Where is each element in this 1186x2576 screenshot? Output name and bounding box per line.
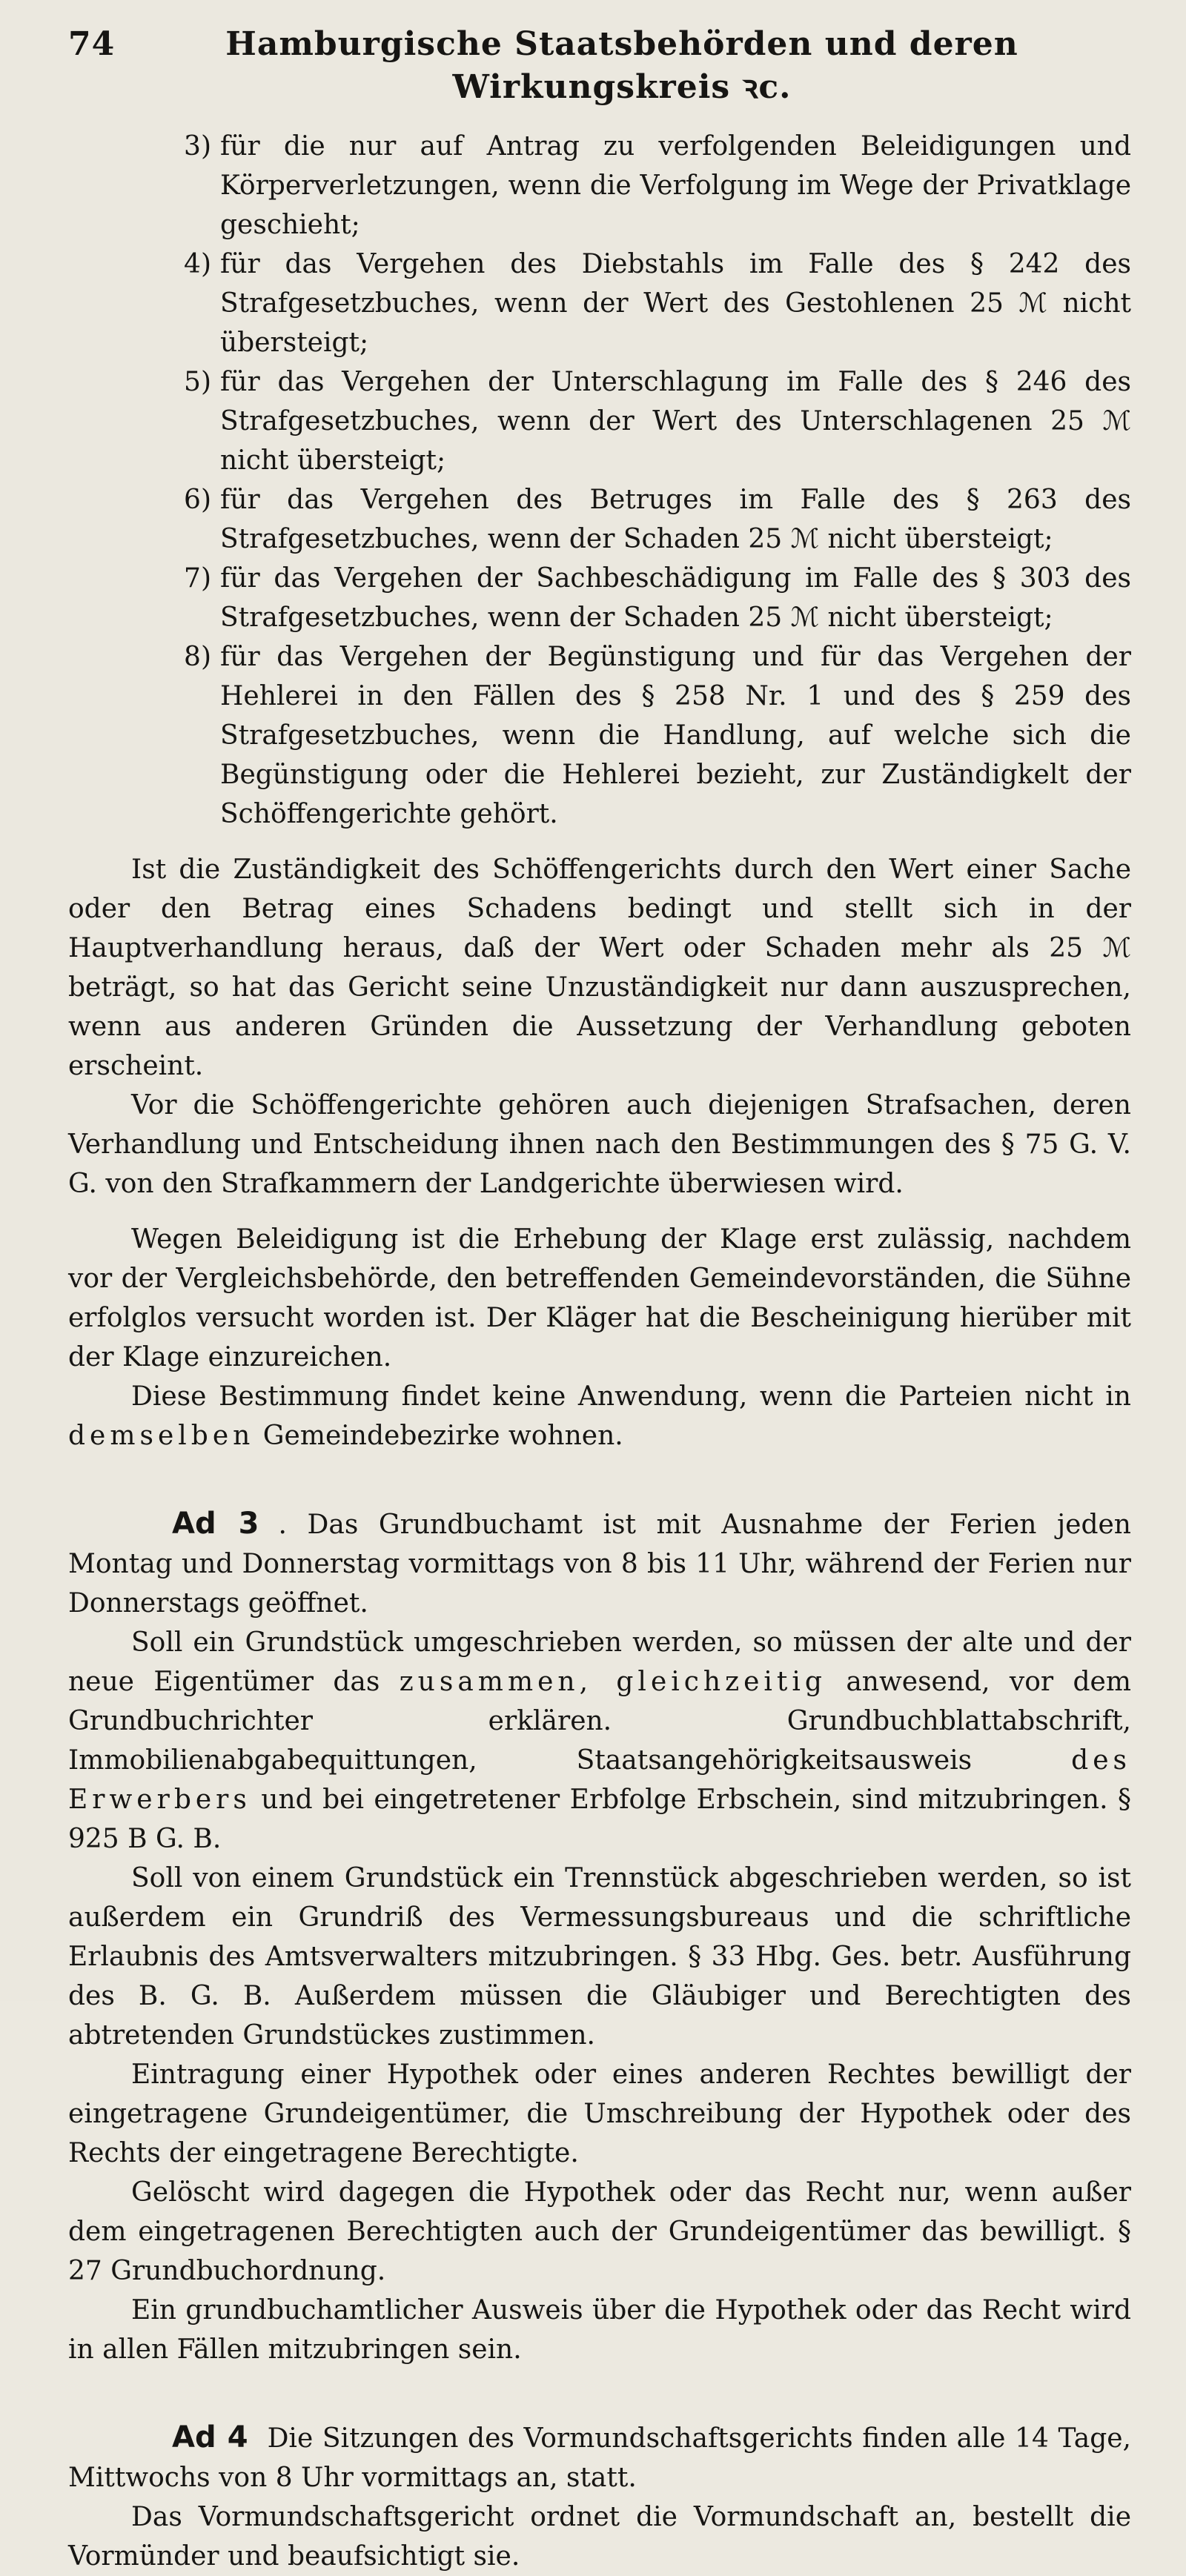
item-text: für das Vergehen der Unterschlagung im Falle des § 246 des Strafgesetzbuches, wenn der Wert des Unterschlagenen 25 ℳ nicht übersteigt; bbox=[220, 367, 1131, 476]
item-number: 6) bbox=[184, 485, 211, 515]
item-text: für die nur auf Antrag zu verfolgenden Beleidigungen und Körperverletzungen, wenn die Verfolgung im Wege der Privatklage geschieht; bbox=[220, 131, 1131, 240]
item-text: für das Vergehen des Diebstahls im Falle des § 242 des Strafgesetzbuches, wenn der Wert des Gestohlenen 25 ℳ nicht übersteigt; bbox=[220, 249, 1131, 358]
text-run: Gemeindebezirke wohnen. bbox=[262, 1421, 623, 1451]
spaced-text: zusammen, gleichzeitig bbox=[399, 1667, 826, 1697]
body-text bbox=[68, 127, 1131, 2576]
text-run: und bei eingetretener Erbfolge Erbschein, sind mitzubringen. § 925 B G. B. bbox=[68, 1785, 1131, 1854]
list-item bbox=[68, 559, 1131, 637]
section-ad-3 bbox=[68, 1504, 1131, 1623]
text-run: Soll ein Grundstück umgeschrieben werden, so müssen der alte und der neue Eigentümer das bbox=[68, 1627, 1131, 1697]
text-run: anwesend, vor dem Grundbuchrichter erklären. Grundbuchblattabschrift, Immobilienabgabequittungen, Staatsangehörigkeitsausweis bbox=[68, 1667, 1131, 1776]
list-item bbox=[68, 480, 1131, 559]
list-item bbox=[68, 245, 1131, 362]
paragraph: Soll von einem Grundstück ein Trennstück abgeschrieben werden, so ist außerdem ein Grundriß des Vermessungsbureaus und die schriftliche Erlaubnis des Amtsverwalters mitzubringen. § 33 Hbg. Ges. betr. Ausführung des B. G. B. Außerdem müssen die Gläubiger und Berechtigten des abtretenden Grundstückes zustimmen. bbox=[68, 1863, 1131, 2051]
text-run: Diese Bestimmung findet keine Anwendung, wenn die Parteien nicht in bbox=[131, 1381, 1131, 1412]
section-label: Ad 4 bbox=[172, 2420, 248, 2454]
item-text: für das Vergehen der Sachbeschädigung im Falle des § 303 des Strafgesetzbuches, wenn der Schaden 25 ℳ nicht übersteigt; bbox=[220, 563, 1131, 633]
page-header bbox=[68, 25, 1131, 107]
spaced-text: des Erwerbers bbox=[68, 1745, 1131, 1815]
paragraph: Vor die Schöffengerichte gehören auch diejenigen Strafsachen, deren Verhandlung und Entscheidung ihnen nach den Bestimmungen des § 75 G. V. G. von den Strafkammern der Landgerichte überwiesen wird. bbox=[68, 1090, 1131, 1199]
spaced-text: demselben bbox=[68, 1421, 255, 1451]
section-ad-4 bbox=[68, 2418, 1131, 2497]
section-text: Die Sitzungen des Vormundschaftsgerichts finden alle 14 Tage, Mittwochs von 8 Uhr vormittags an, statt. bbox=[68, 2423, 1131, 2493]
paragraph: Ein grundbuchamtlicher Ausweis über die Hypothek oder das Recht wird in allen Fällen mitzubringen sein. bbox=[68, 2295, 1131, 2365]
page-number: 74 bbox=[68, 25, 116, 63]
item-number: 3) bbox=[184, 131, 211, 162]
paragraph: Wegen Beleidigung ist die Erhebung der Klage erst zulässig, nachdem vor der Vergleichsbehörde, den betreffenden Gemeindevorständen, die Sühne erfolglos versucht worden ist. Der Kläger hat die Bescheinigung hierüber mit der Klage einzureichen. bbox=[68, 1224, 1131, 1372]
paragraph bbox=[68, 1377, 1131, 1455]
item-number: 7) bbox=[184, 563, 211, 594]
running-title: Hamburgische Staatsbehörden und deren Wirkungskreis ꝛc. bbox=[225, 25, 1018, 106]
paragraph: Eintragung einer Hypothek oder eines anderen Rechtes bewilligt der eingetragene Grundeigentümer, die Umschreibung der Hypothek oder des Rechts der eingetragene Berechtigte. bbox=[68, 2059, 1131, 2168]
section-text: . Das Grundbuchamt ist mit Ausnahme der Ferien jeden Montag und Donnerstag vormittags von 8 bis 11 Uhr, während der Ferien nur Donnerstags geöffnet. bbox=[68, 1510, 1131, 1619]
paragraph: Ist die Zuständigkeit des Schöffengerichts durch den Wert einer Sache oder den Betrag eines Schadens bedingt und stellt sich in der Hauptverhandlung heraus, daß der Wert oder Schaden mehr als 25 ℳ beträgt, so hat das Gericht seine Unzuständigkeit nur dann auszusprechen, wenn aus anderen Gründen die Aussetzung der Verhandlung geboten erscheint. bbox=[68, 854, 1131, 1081]
list-item bbox=[68, 362, 1131, 480]
section-label: Ad 3 bbox=[172, 1507, 259, 1541]
list-item bbox=[68, 127, 1131, 245]
list-item bbox=[68, 637, 1131, 834]
item-text: für das Vergehen des Betruges im Falle des § 263 des Strafgesetzbuches, wenn der Schaden 25 ℳ nicht übersteigt; bbox=[220, 485, 1131, 554]
paragraph: Gelöscht wird dagegen die Hypothek oder das Recht nur, wenn außer dem eingetragenen Berechtigten auch der Grundeigentümer das bewilligt. § 27 Grundbuchordnung. bbox=[68, 2177, 1131, 2286]
paragraph bbox=[68, 1623, 1131, 1859]
item-number: 8) bbox=[184, 642, 211, 672]
item-text: für das Vergehen der Begünstigung und für das Vergehen der Hehlerei in den Fällen des § 258 Nr. 1 und des § 259 des Strafgesetzbuches, wenn die Handlung, auf welche sich die Begünstigung oder die Hehlerei bezieht, zur Zuständigkelt der Schöffengerichte gehört. bbox=[220, 642, 1131, 829]
paragraph: Das Vormundschaftsgericht ordnet die Vormundschaft an, bestellt die Vormünder und beaufsichtigt sie. bbox=[68, 2502, 1131, 2572]
item-number: 5) bbox=[184, 367, 211, 397]
item-number: 4) bbox=[184, 249, 211, 279]
